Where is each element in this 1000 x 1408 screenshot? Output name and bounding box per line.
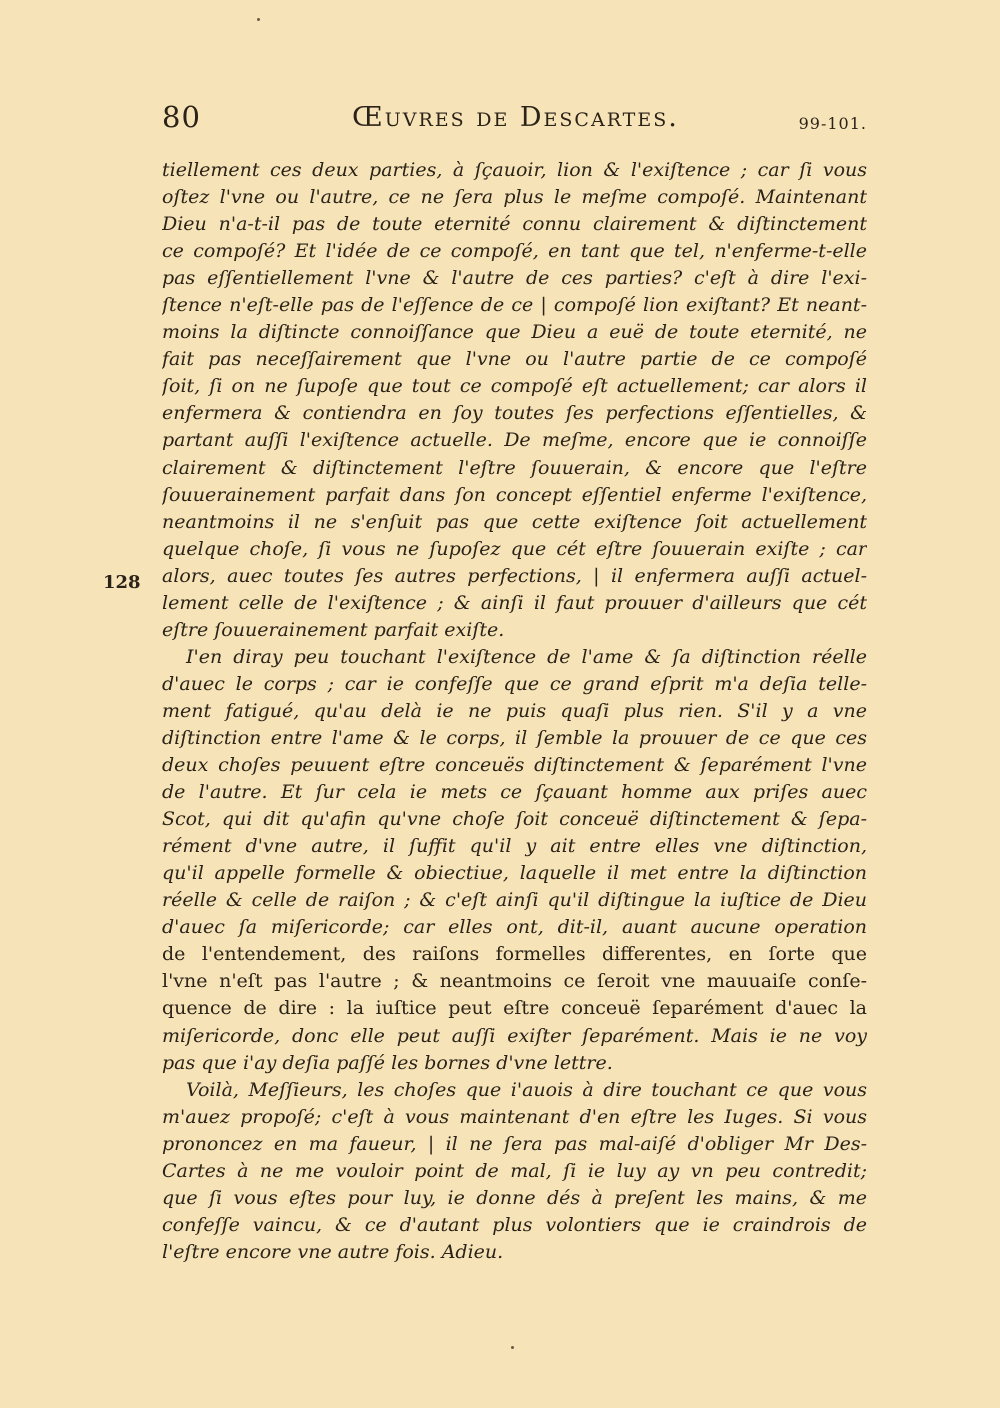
text-line: réelle & celle de raiſon ; & c'eſt ainſi qu'il diſtingue la iuſtice de Dieu [162, 889, 867, 912]
text-line: neantmoins il ne s'enſuit pas que cette exiſtence ſoit actuellement [162, 510, 867, 533]
text-line: alors, auec toutes ſes autres perfections, | il enfermera auſſi actuel- [162, 564, 867, 587]
running-header [162, 100, 867, 140]
text-line: tiellement ces deux parties, à ſçauoir, lion & l'exiſtence ; car ſi vous [162, 159, 867, 181]
text-line: Scot, qui dit qu'afin qu'vne choſe ſoit conceuë diſtinctement & ſepa- [162, 808, 867, 831]
text-line: que ſi vous eſtes pour luy, ie donne dés à preſent les mains, & me [162, 1186, 867, 1209]
text-line: ſtence n'eſt-elle pas de l'eſſence de ce | compoſé lion exiſtant? Et neant- [162, 294, 867, 317]
text-line: Voilà, Meſſieurs, les choſes que i'auois à dire touchant ce que vous [186, 1078, 867, 1101]
text-line: Cartes à ne me vouloir point de mal, ſi ie luy ay vn peu contredit; [162, 1159, 867, 1182]
text-line: quence de dire : la iuſtice peut eſtre conceuë ſeparément d'auec la [162, 997, 867, 1020]
text-line: enfermera & contiendra en ſoy toutes ſes perfections eſſentielles, & [162, 402, 867, 425]
print-speck [511, 1346, 514, 1349]
text-line: pas que i'ay deſia paſſé les bornes d'vne lettre. [162, 1051, 613, 1074]
text-line: fait pas neceſſairement que l'vne ou l'autre partie de ce compoſé [162, 348, 867, 371]
text-line: qu'il appelle formelle & obiectiue, laquelle il met entre la diſtinction [162, 862, 867, 885]
running-title: Œuvres de Descartes. [352, 102, 679, 133]
margin-page-reference: 128 [103, 572, 141, 593]
text-line: ſouuerainement parfait dans ſon concept eſſentiel enferme l'exiſtence, [162, 483, 867, 506]
print-speck [257, 18, 260, 21]
text-line: de l'entendement, des raiſons formelles differentes, en ſorte que [162, 943, 867, 966]
text-line: pas eſſentiellement l'vne & l'autre de ces parties? c'eſt à dire l'exi- [162, 267, 867, 290]
text-line: miſericorde, donc elle peut auſſi exiſter ſeparément. Mais ie ne voy [162, 1024, 867, 1047]
page-number: 80 [162, 100, 201, 134]
text-line: diſtinction entre l'ame & le corps, il ſemble la prouuer de ce que ces [162, 726, 867, 749]
text-line: de l'autre. Et ſur cela ie mets ce ſçauant homme aux priſes auec [162, 781, 867, 804]
text-line: deux choſes peuuent eſtre conceuës diſtinctement & ſeparément l'vne [162, 754, 867, 777]
text-line: clairement & diſtinctement l'eſtre ſouuerain, & encore que l'eſtre [162, 456, 867, 479]
text-line: d'auec ſa miſericorde; car elles ont, dit-il, auant aucune operation [162, 916, 867, 939]
text-line: moins la diſtincte connoiſſance que Dieu a euë de toute eternité, ne [162, 321, 867, 344]
text-line: confeſſe vaincu, & ce d'autant plus volontiers que ie craindrois de [162, 1213, 867, 1236]
text-line: ment fatigué, qu'au delà ie ne puis quaſi plus rien. S'il y a vne [162, 699, 867, 722]
text-line: d'auec le corps ; car ie confeſſe que ce grand eſprit m'a deſia telle- [162, 672, 867, 695]
text-line: prononcez en ma faueur, | il ne ſera pas mal-aiſé d'obliger Mr Des- [162, 1132, 867, 1155]
text-line: Dieu n'a-t-il pas de toute eternité connu clairement & diſtinctement [162, 213, 867, 236]
text-line: l'eſtre encore vne autre fois. Adieu. [162, 1240, 504, 1263]
text-line: lement celle de l'exiſtence ; & ainſi il faut prouuer d'ailleurs que cét [162, 591, 867, 614]
text-line: quelque choſe, ſi vous ne ſupoſez que cét eſtre ſouuerain exiſte ; car [162, 537, 867, 560]
text-line: oſtez l'vne ou l'autre, ce ne ſera plus le meſme compoſé. Maintenant [162, 186, 867, 209]
text-line: partant auſſi l'exiſtence actuelle. De meſme, encore que ie connoiſſe [162, 429, 867, 452]
text-line: m'auez propoſé; c'eſt à vous maintenant d'en eſtre les Iuges. Si vous [162, 1105, 867, 1128]
folio-range: 99-101. [798, 114, 867, 133]
text-line: l'vne n'eſt pas l'autre ; & neantmoins ce ſeroit vne mauuaiſe conſe- [162, 970, 867, 993]
text-line: ſoit, ſi on ne ſupoſe que tout ce compoſé eſt actuellement; car alors il [162, 375, 867, 398]
text-line: rément d'vne autre, il ſuffit qu'il y ait entre elles vne diſtinction, [162, 835, 867, 858]
text-line: ce compoſé? Et l'idée de ce compoſé, en tant que tel, n'enferme-t-elle [162, 240, 867, 263]
text-line: I'en diray peu touchant l'exiſtence de l'ame & ſa diſtinction réelle [186, 645, 867, 668]
body-text [162, 157, 867, 1266]
text-line: eſtre ſouuerainement parfait exiſte. [162, 618, 505, 641]
